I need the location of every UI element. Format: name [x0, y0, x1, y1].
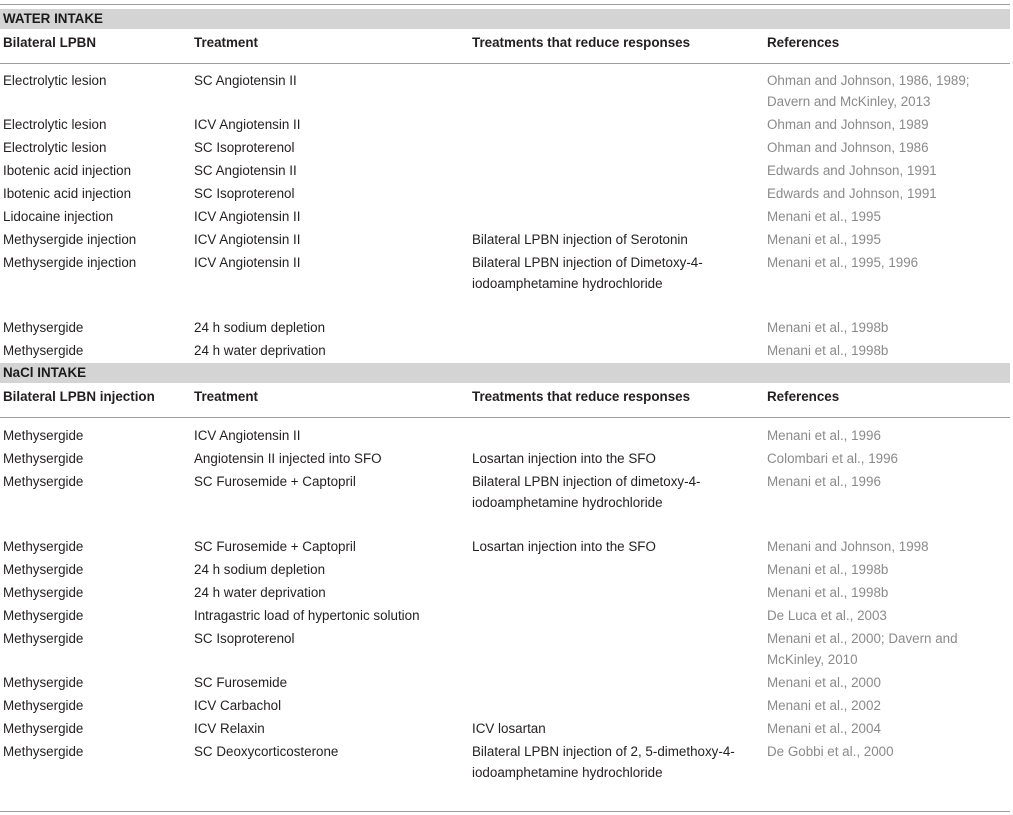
cell-reducers: Bilateral LPBN injection of Dimetoxy-4-iodoamphetamine hydrochloride	[472, 255, 703, 291]
cell-reference: Menani et al., 2002	[767, 698, 881, 713]
cell-lpbn: Methysergide	[3, 320, 84, 335]
cell-treatment: SC Isoproterenol	[194, 140, 295, 155]
cell-lpbn: Electrolytic lesion	[3, 73, 107, 88]
bottom-rule	[0, 811, 1010, 812]
cell-reducers: Bilateral LPBN injection of dimetoxy-4-iodoamphetamine hydrochloride	[472, 474, 701, 510]
cell-lpbn: Methysergide	[3, 608, 84, 623]
cell-reference: Menani and Johnson, 1998	[767, 539, 929, 554]
cell-reference: Menani et al., 1998b	[767, 562, 889, 577]
header-col-references: References	[767, 35, 840, 50]
cell-reference: Edwards and Johnson, 1991	[767, 186, 937, 201]
cell-treatment: SC Isoproterenol	[194, 631, 295, 646]
cell-reference: Ohman and Johnson, 1989	[767, 117, 929, 132]
cell-reference: Menani et al., 1998b	[767, 343, 889, 358]
cell-treatment: ICV Angiotensin II	[194, 117, 301, 132]
top-rule	[0, 4, 1010, 5]
cell-treatment: SC Furosemide + Captopril	[194, 474, 356, 489]
cell-lpbn: Methysergide	[3, 631, 84, 646]
cell-lpbn: Methysergide	[3, 343, 84, 358]
cell-lpbn: Electrolytic lesion	[3, 117, 107, 132]
cell-treatment: ICV Angiotensin II	[194, 428, 301, 443]
cell-lpbn: Methysergide	[3, 698, 84, 713]
cell-treatment: SC Furosemide	[194, 675, 288, 690]
cell-reference: Colombari et al., 1996	[767, 451, 899, 466]
cell-treatment: ICV Angiotensin II	[194, 232, 301, 247]
header-col-references: References	[767, 389, 840, 404]
cell-lpbn: Methysergide injection	[3, 255, 137, 270]
cell-lpbn: Methysergide	[3, 451, 84, 466]
cell-treatment: Intragastric load of hypertonic solution	[194, 608, 420, 623]
section-title-nacl: NaCl INTAKE	[0, 363, 1010, 383]
cell-lpbn: Methysergide	[3, 744, 84, 759]
header-col-lpbn: Bilateral LPBN	[3, 35, 97, 50]
cell-reducers: ICV losartan	[472, 721, 546, 736]
cell-reference: Menani et al., 1998b	[767, 585, 889, 600]
cell-reducers: Losartan injection into the SFO	[472, 539, 656, 554]
header-col-lpbn: Bilateral LPBN injection	[3, 389, 155, 404]
cell-reducers: Bilateral LPBN injection of Serotonin	[472, 232, 688, 247]
cell-treatment: SC Furosemide + Captopril	[194, 539, 356, 554]
cell-treatment: 24 h water deprivation	[194, 343, 326, 358]
cell-reference: Menani et al., 1995, 1996	[767, 255, 919, 270]
cell-treatment: ICV Angiotensin II	[194, 209, 301, 224]
header-row-nacl	[0, 383, 1010, 418]
cell-treatment: 24 h water deprivation	[194, 585, 326, 600]
header-col-treatment: Treatment	[194, 389, 258, 404]
cell-reference: Menani et al., 2004	[767, 721, 881, 736]
cell-reference: Ohman and Johnson, 1986	[767, 140, 929, 155]
cell-reference: Edwards and Johnson, 1991	[767, 163, 937, 178]
cell-lpbn: Lidocaine injection	[3, 209, 114, 224]
header-col-treatment: Treatment	[194, 35, 258, 50]
cell-treatment: 24 h sodium depletion	[194, 320, 326, 335]
cell-reference: Menani et al., 1996	[767, 474, 881, 489]
cell-reducers: Losartan injection into the SFO	[472, 451, 656, 466]
cell-lpbn: Ibotenic acid injection	[3, 186, 132, 201]
cell-lpbn: Methysergide	[3, 474, 84, 489]
cell-treatment: SC Angiotensin II	[194, 163, 297, 178]
cell-treatment: ICV Relaxin	[194, 721, 265, 736]
cell-reference: De Luca et al., 2003	[767, 608, 887, 623]
section-title-water: WATER INTAKE	[0, 9, 1010, 29]
cell-lpbn: Methysergide	[3, 721, 84, 736]
cell-lpbn: Methysergide	[3, 675, 84, 690]
cell-reference: Menani et al., 2000	[767, 675, 881, 690]
cell-treatment: Angiotensin II injected into SFO	[194, 451, 382, 466]
cell-treatment: SC Deoxycorticosterone	[194, 744, 339, 759]
cell-lpbn: Methysergide	[3, 539, 84, 554]
cell-reference: Menani et al., 1995	[767, 232, 881, 247]
cell-lpbn: Ibotenic acid injection	[3, 163, 132, 178]
cell-lpbn: Methysergide	[3, 585, 84, 600]
cell-lpbn: Electrolytic lesion	[3, 140, 107, 155]
cell-lpbn: Methysergide	[3, 562, 84, 577]
header-col-reducers: Treatments that reduce responses	[472, 389, 691, 404]
cell-reference: Menani et al., 1998b	[767, 320, 889, 335]
cell-reference: Ohman and Johnson, 1986, 1989; Davern and McKinley, 2013	[767, 73, 970, 109]
cell-reference: Menani et al., 1996	[767, 428, 881, 443]
cell-treatment: 24 h sodium depletion	[194, 562, 326, 577]
cell-treatment: ICV Carbachol	[194, 698, 282, 713]
cell-treatment: SC Angiotensin II	[194, 73, 297, 88]
cell-reducers: Bilateral LPBN injection of 2, 5-dimethoxy-4-iodoamphetamine hydrochloride	[472, 744, 735, 780]
cell-reference: De Gobbi et al., 2000	[767, 744, 894, 759]
header-col-reducers: Treatments that reduce responses	[472, 35, 691, 50]
cell-lpbn: Methysergide injection	[3, 232, 137, 247]
cell-reference: Menani et al., 1995	[767, 209, 881, 224]
cell-treatment: ICV Angiotensin II	[194, 255, 301, 270]
cell-treatment: SC Isoproterenol	[194, 186, 295, 201]
cell-lpbn: Methysergide	[3, 428, 84, 443]
header-row-water	[0, 29, 1010, 64]
cell-reference: Menani et al., 2000; Davern and McKinley, 2010	[767, 631, 958, 667]
